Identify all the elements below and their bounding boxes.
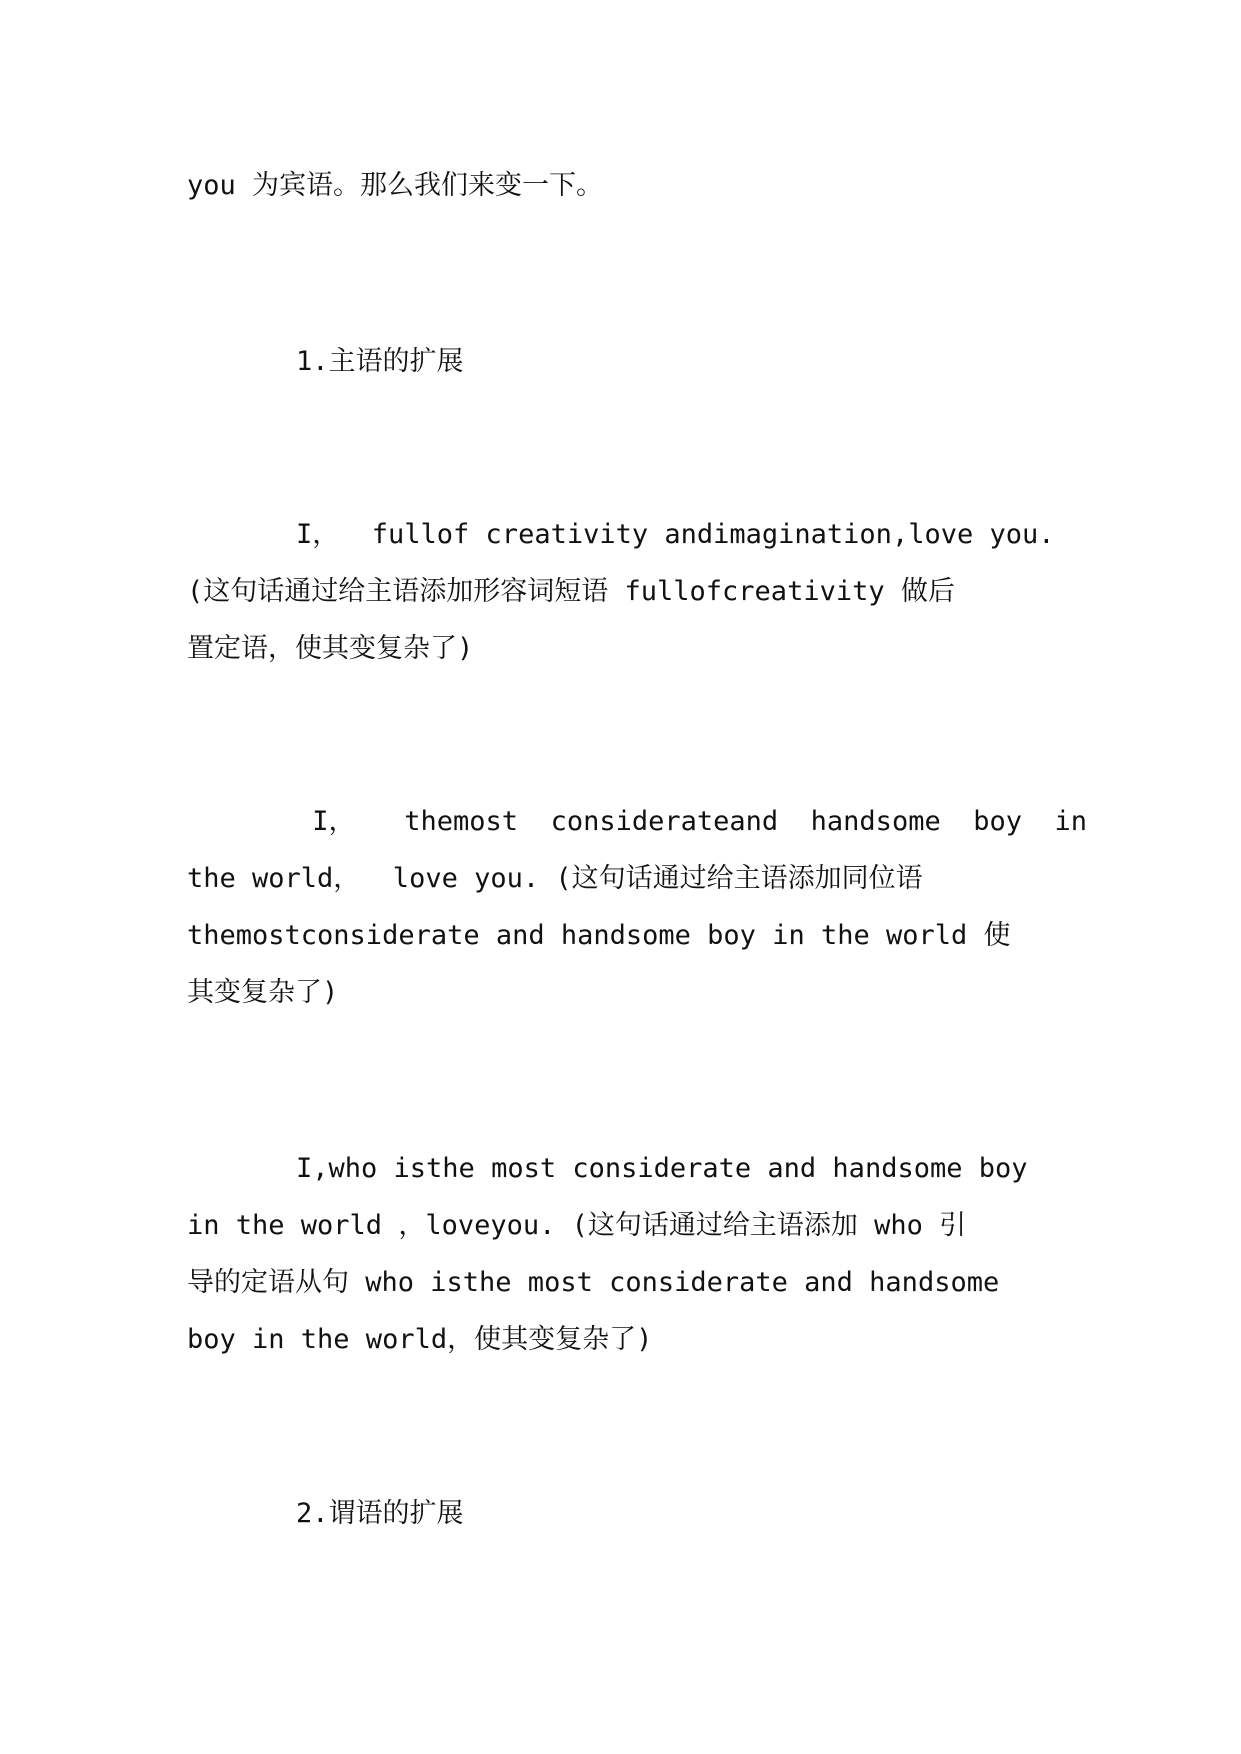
paragraph-line: 导的定语从句 who isthe most considerate and handsome (187, 1267, 1000, 1298)
paragraph-line: in the world ，loveyou. (这句话通过给主语添加 who 引 (187, 1210, 967, 1241)
paragraph-line: I,who isthe most considerate and handsome boy (296, 1153, 1028, 1184)
section-heading-predicate: 2.谓语的扩展 (296, 1498, 464, 1529)
paragraph-line: I， fullof creativity andimagination,love you. (296, 519, 1055, 550)
paragraph-line: 置定语，使其变复杂了) (187, 633, 474, 664)
paragraph-line: themostconsiderate and handsome boy in the world 使 (187, 920, 1011, 951)
paragraph-line: (这句话通过给主语添加形容词短语 fullofcreativity 做后 (187, 576, 955, 607)
intro-line: you 为宾语。那么我们来变一下。 (187, 170, 604, 201)
section-heading-subject: 1.主语的扩展 (296, 346, 464, 377)
paragraph-line: the world， love you. (这句话通过给主语添加同位语 (187, 863, 923, 894)
paragraph-line: boy in the world，使其变复杂了) (187, 1324, 653, 1355)
paragraph-line: I， themost considerateand handsome boy in (296, 806, 1088, 837)
paragraph-line: 其变复杂了) (187, 977, 339, 1008)
